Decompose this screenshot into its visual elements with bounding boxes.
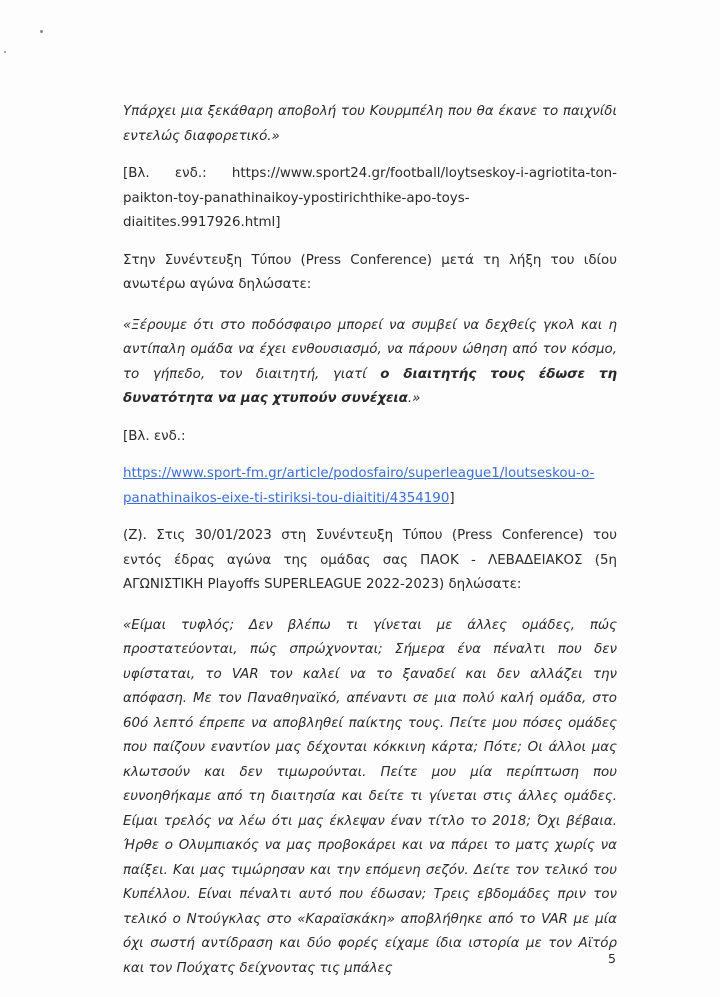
- sportfm-article-link[interactable]: https://www.sport-fm.gr/article/podosfairo/superleague1/loutseskou-o-panathinaikos-eixe-ti-stiriksi-tou-diaititi/4354190: [123, 466, 595, 506]
- quote-ending-paragraph: Υπάρχει μια ξεκάθαρη αποβολή του Κουρμπέλη που θα έκανε το παιχνίδι εντελώς διαφορετικό.»: [123, 104, 617, 144]
- press-quote-paragraph: [123, 314, 617, 412]
- reference-label: [Βλ. ενδ.:: [123, 428, 186, 444]
- reference-sportfm: [123, 462, 617, 511]
- section-z-paragraph: (Ζ). Στις 30/01/2023 στη Συνέντευξη Τύπου (Press Conference) του εντός έδρας αγώνα της ομάδας σας ΠΑΟΚ - ΛΕΒΑΔΕΙΑΚΟΣ (5η ΑΓΩΝΙΣΤΙΚΗ Playoffs SUPERLEAGUE 2022-2023) δηλώσατε:: [123, 528, 617, 592]
- document-body: [123, 100, 617, 981]
- press-quote-text: «Ξέρουμε ότι στο ποδόσφαιρο μπορεί να συμβεί να δεχθείς γκολ και η αντίπαλη ομάδα να έχει ενθουσιασμό, να πάρουν ώθηση από τον κόσμο, το γήπεδο, τον διαιτητή, γιατί: [123, 317, 617, 382]
- press-conference-intro: Στην Συνέντευξη Τύπου (Press Conference) μετά τη λήξη του ιδίου ανωτέρω αγώνα δηλώσατε:: [123, 252, 617, 292]
- reference-close-bracket: ]: [449, 490, 455, 506]
- scan-speck: [4, 51, 6, 53]
- press-quote-emphasis: ο διαιτητής τους έδωσε τη δυνατότητα να μας χτυπούν συνέχεια: [123, 366, 617, 406]
- scan-speck: [40, 30, 43, 33]
- page-number: 5: [608, 951, 616, 966]
- press-quote-end: .»: [407, 391, 421, 406]
- long-quote-paragraph: «Είμαι τυφλός; Δεν βλέπω τι γίνεται με άλλες ομάδες, πώς προστατεύονται, πώς σπρώχνονται; Σήμερα ένα πέναλτι που δεν υφίσταται, το VAR τον καλεί να το ξαναδεί και δεν αλλάζει την απόφαση. Με τον Παναθηναϊκό, απέναντι σε μια πολύ καλή ομάδα, στο 60ό λεπτό έπρεπε να αποβληθεί παίκτης τους. Πείτε μου πόσες ομάδες που παίζουν εναντίον μας δέχονται κόκκινη κάρτα; Πότε; Οι άλλοι μας κλωτσούν και δεν τιμωρούνται. Πείτε μου μία περίπτωση που ευνοηθήκαμε από τη διαιτησία και δείτε τι γίνεται στις άλλες ομάδες. Είμαι τρελός να λέω ότι μας έκλεψαν έναν τίτλο το 2018; Όχι βέβαια. Ήρθε ο Ολυμπιακός να μας προβοκάρει και να πάρει το ματς χωρίς να παίξει. Και μας τιμώρησαν και την επόμενη σεζόν. Δείτε τον τελικό του Κυπέλλου. Είναι πέναλτι αυτό που έδωσαν; Τρεις εβδομάδες πριν τον τελικό ο Ντούγκλας στο «Καραϊσκάκη» αποβλήθηκε από το VAR με μία όχι σωστή αντίδραση και δύο φορές είχαμε ίδια ιστορία με τον Αϊτόρ και τον Πούχατς δείχνοντας τις μπάλες: [123, 617, 617, 976]
- reference-sport24: [Βλ. ενδ.: https://www.sport24.gr/football/loytseskoy-i-agriotita-ton-paikton-toy-panathinaikoy-ypostirichthike-apo-toys-diaitites.9917926.html]: [123, 166, 617, 230]
